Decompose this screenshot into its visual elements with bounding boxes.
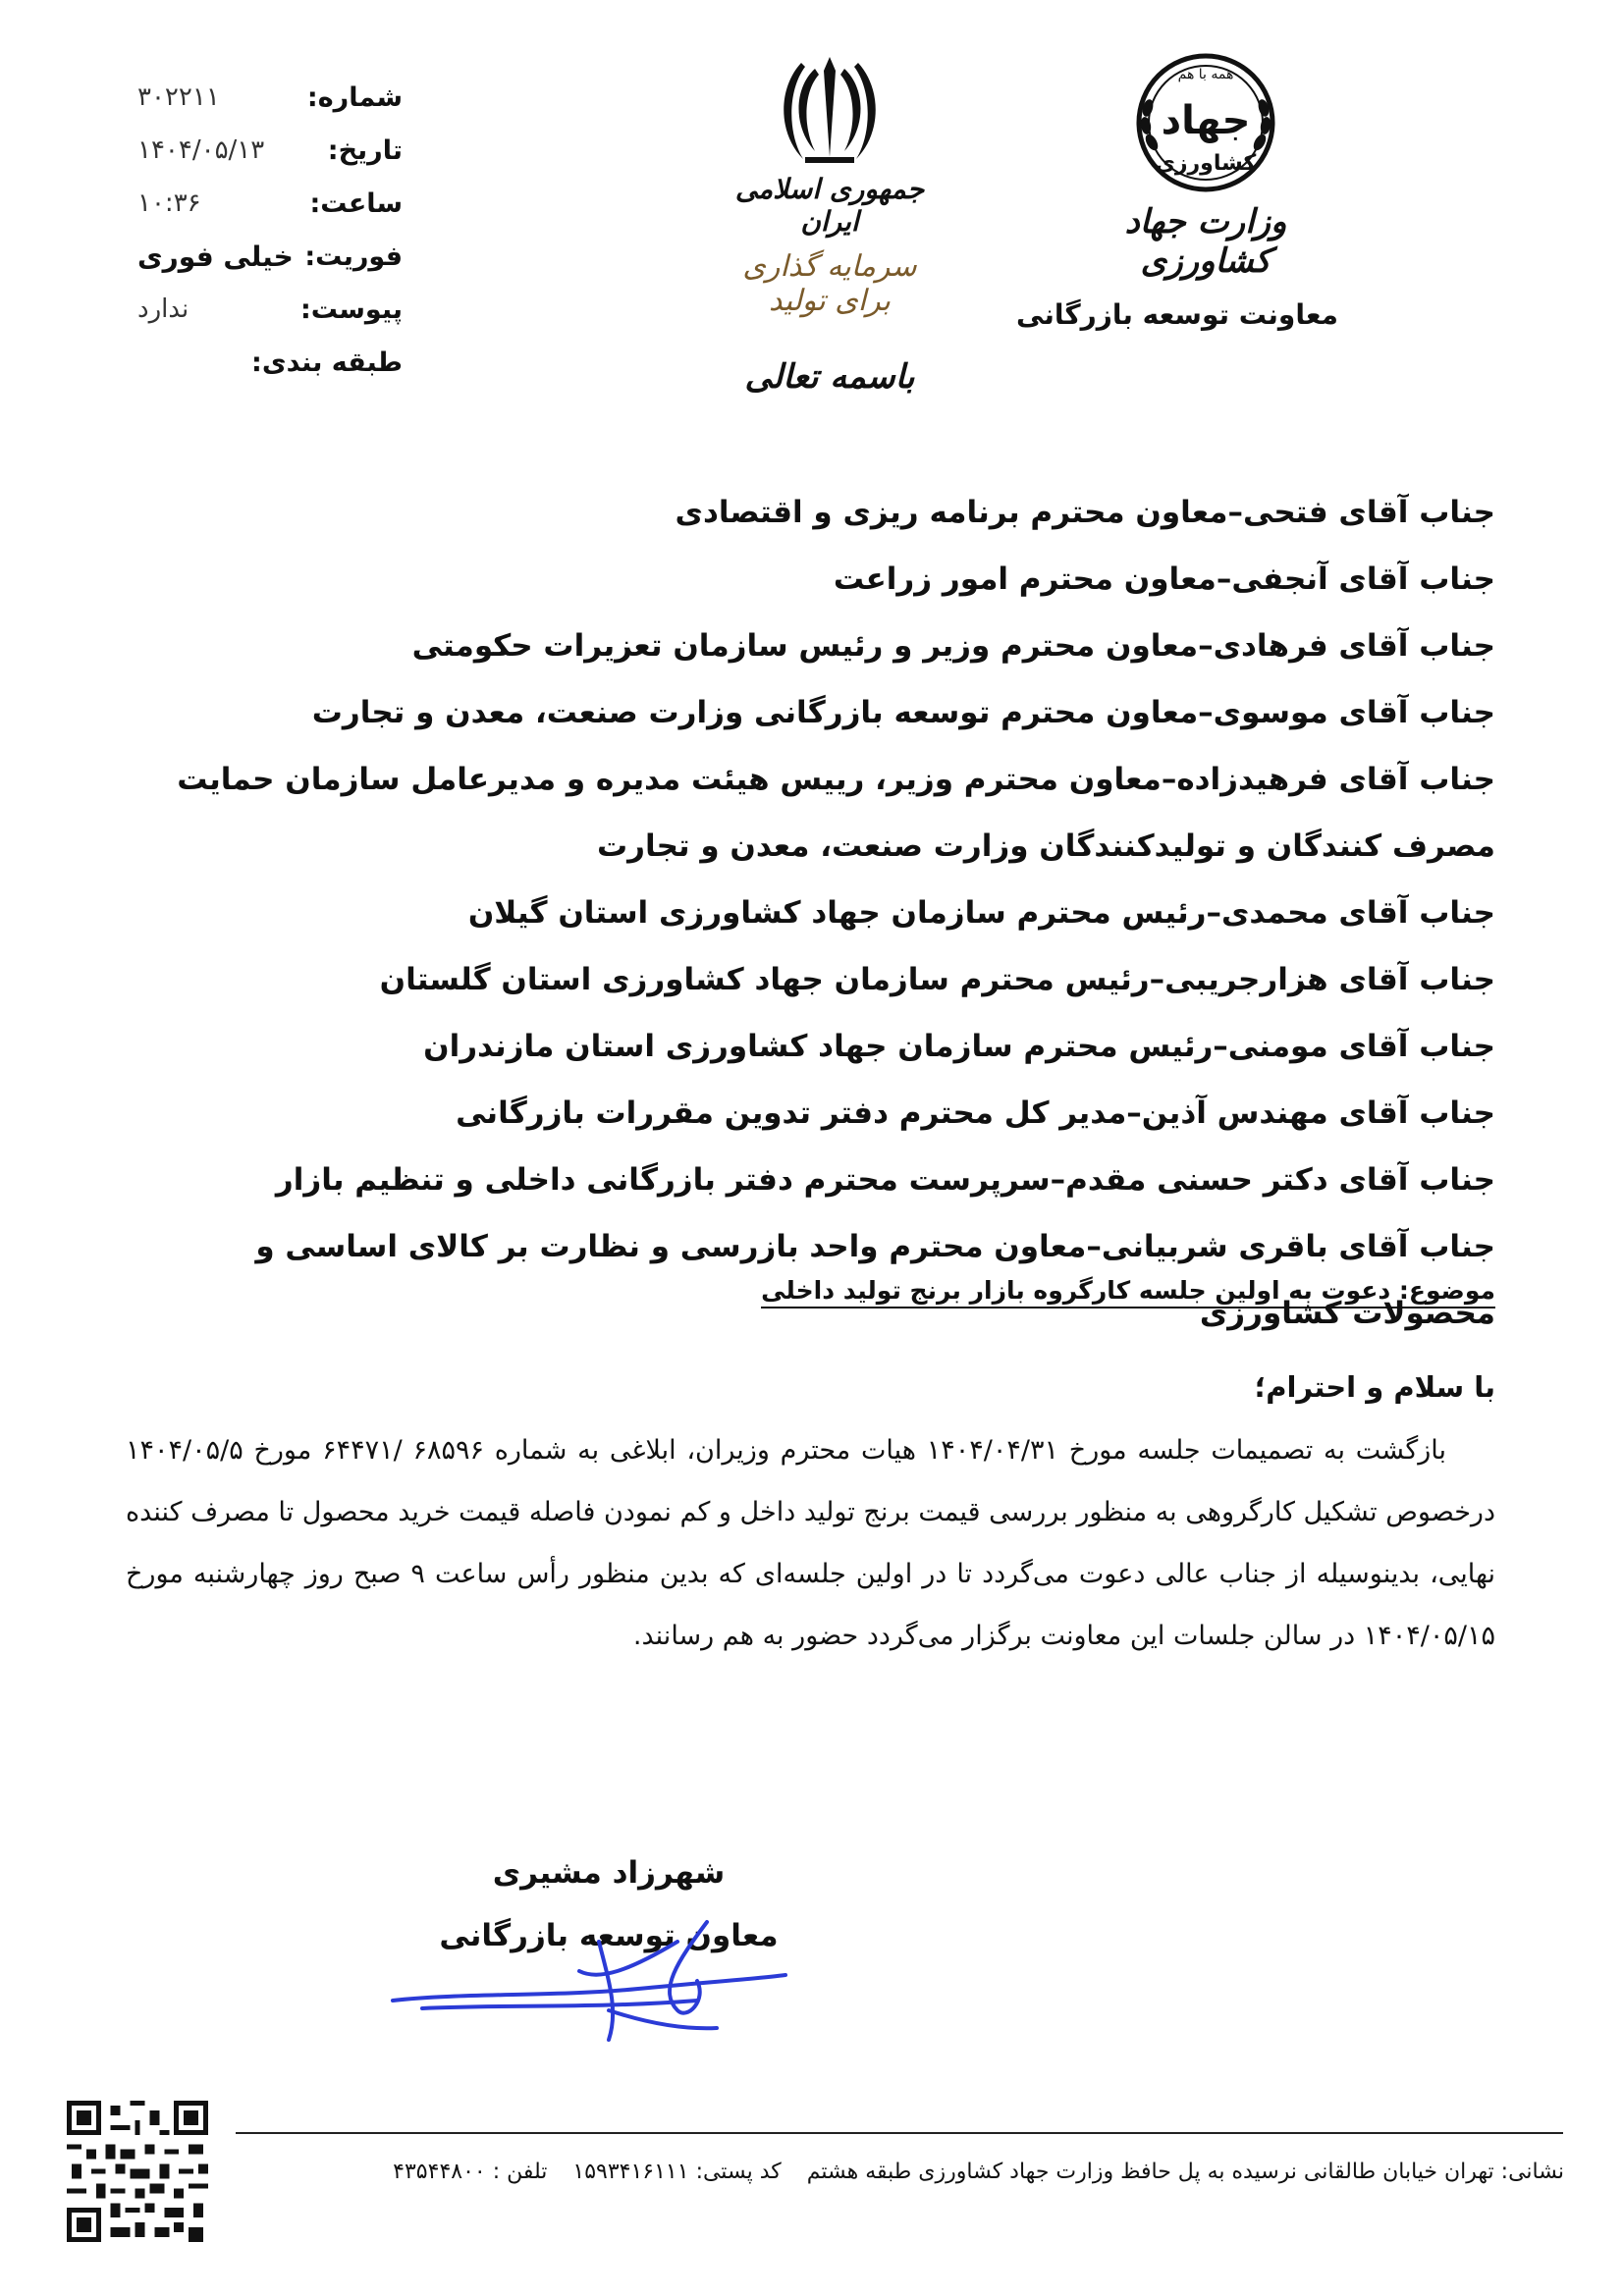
meta-classification-label: طبقه بندی: [251, 347, 403, 378]
meta-time-label: ساعت: [309, 187, 403, 219]
meta-date [137, 124, 403, 177]
recipient-line: جناب آقای مهندس آذین–مدیر کل محترم دفتر تدوین مقررات بازرگانی [456, 1095, 1495, 1131]
iran-emblem-icon [776, 49, 884, 167]
meta-classification [137, 336, 403, 389]
meta-time-value: ۱۰:۳۶ [137, 188, 201, 218]
footer-phone-label: تلفن : [492, 2160, 548, 2184]
recipient-line: جناب آقای مومنی–رئیس محترم سازمان جهاد کشاورزی استان مازندران [423, 1029, 1495, 1064]
recipient-line: جناب آقای موسوی–معاون محترم توسعه بازرگانی وزارت صنعت، معدن و تجارت [311, 695, 1495, 730]
footer-postal-value: ۱۵۹۳۴۱۶۱۱۱ [572, 2160, 689, 2184]
recipient-line: جناب آقای فتحی–معاون محترم برنامه ریزی و اقتصادی [675, 495, 1495, 530]
meta-attachment-label: پیوست: [299, 294, 403, 325]
letter-metadata [137, 71, 403, 389]
meta-time [137, 177, 403, 230]
footer-address: نشانی: تهران خیابان طالقانی نرسیده به پل حافظ وزارت جهاد کشاورزی طبقه هشتم [806, 2160, 1564, 2184]
meta-attachment [137, 283, 403, 336]
meta-priority [137, 230, 403, 283]
recipient-line: جناب آقای فرهادی–معاون محترم وزیر و رئیس سازمان تعزیرات حکومتی [411, 628, 1495, 664]
emblem-top-text: همه با هم [1177, 67, 1234, 82]
recipient-line: جناب آقای فرهیدزاده–معاون محترم وزیر، رییس هیئت مدیره و مدیرعامل سازمان حمایت مصرف کنندگان و تولیدکنندگان وزارت صنعت، معدن و تجارت [177, 762, 1495, 864]
deputy-name: معاونت توسعه بازرگانی [1015, 298, 1338, 331]
recipient-line: جناب آقای دکتر حسنی مقدم–سرپرست محترم دفتر بازرگانی داخلی و تنظیم بازار [275, 1162, 1495, 1198]
meta-date-value: ۱۴۰۴/۰۵/۱۳ [137, 135, 265, 165]
footer-divider [236, 2132, 1563, 2134]
qr-code-icon [67, 2101, 208, 2242]
recipient-list [121, 479, 1495, 1347]
national-emblem-block [717, 49, 943, 397]
meta-number-label: شماره: [306, 81, 403, 113]
meta-priority-label: فوریت: [304, 240, 403, 272]
emblem-sub-text: کشاورزی [1155, 151, 1257, 176]
footer-contact [393, 2160, 1564, 2184]
recipient-line: جناب آقای محمدی–رئیس محترم سازمان جهاد کشاورزی استان گیلان [467, 895, 1495, 931]
meta-date-label: تاریخ: [327, 134, 403, 166]
subject-line: موضوع: دعوت به اولین جلسه کارگروه بازار برنج تولید داخلی [761, 1276, 1495, 1308]
salutation: با سلام و احترام؛ [1254, 1370, 1495, 1404]
signer-name: شهرزاد مشیری [492, 1855, 726, 1891]
meta-number-value: ۳۰۲۲۱۱ [137, 82, 220, 112]
ministry-logo-block [1068, 49, 1343, 281]
footer-phone [393, 2160, 547, 2184]
emblem-main-text: جهاد [1161, 98, 1251, 143]
bismillah: باسمه تعالی [744, 357, 915, 397]
footer-phone-value: ۴۳۵۴۴۸۰۰ [393, 2160, 486, 2184]
meta-priority-value: خیلی فوری [137, 240, 294, 273]
footer-postal-label: کد پستی: [695, 2160, 782, 2184]
meta-number [137, 71, 403, 124]
republic-name: جمهوری اسلامی ایران [734, 173, 925, 238]
meta-attachment-value: ندارد [137, 294, 189, 324]
year-slogan: سرمایه گذاری برای تولید [742, 249, 917, 318]
footer-postal [572, 2160, 781, 2184]
handwritten-signature-icon [383, 1902, 795, 2050]
recipient-line: جناب آقای باقری شربیانی–معاون محترم واحد بازرسی و نظارت بر کالای اساسی و محصولات کشاورزی [255, 1229, 1495, 1331]
ministry-name: وزارت جهاد کشاورزی [1124, 202, 1287, 281]
recipient-line: جناب آقای هزارجریبی–رئیس محترم سازمان جهاد کشاورزی استان گلستان [379, 962, 1495, 997]
recipient-line: جناب آقای آنجفی–معاون محترم امور زراعت [833, 561, 1495, 597]
signer-title: معاون توسعه بازرگانی [439, 1918, 779, 1953]
letter-body: بازگشت به تصمیمات جلسه مورخ ۱۴۰۴/۰۴/۳۱ هیات محترم وزیران، ابلاغی به شماره ۶۸۵۹۶ /۶۴۴۷۱ مورخ ۱۴۰۴/۰۵/۵ درخصوص تشکیل کارگروهی به منظور بررسی قیمت برنج تولید داخل و کم نمودن فاصله قیمت خرید محصول تا مصرف کننده نهایی، بدینوسیله از جناب عالی دعوت می‌گردد تا در اولین جلسه‌ای که بدین منظور رأس ساعت ۹ صبح روز چهارشنبه مورخ ۱۴۰۴/۰۵/۱۵ در سالن جلسات این معاونت برگزار می‌گردد حضور به هم رسانند. [126, 1435, 1495, 1651]
